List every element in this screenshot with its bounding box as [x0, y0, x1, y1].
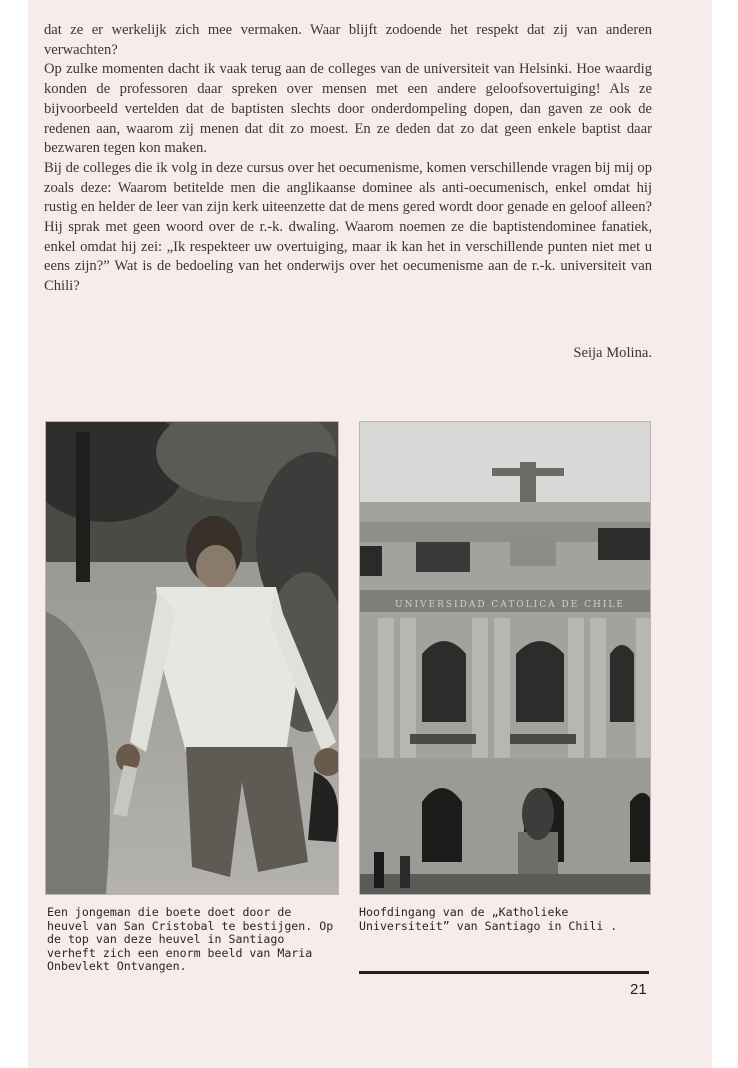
author-signature: Seija Molina.: [573, 345, 652, 361]
caption-rule: [359, 971, 649, 974]
caption-university-entrance: Hoofdingang van de „Katholieke Universiteit” van Santiago in Chili .: [359, 905, 618, 933]
caption-penitent-man: Een jongeman die boete doet door de heuvel van San Cristobal te bestijgen. Op de top van deze heuvel in Santiago verheft zich een enorm beeld van Maria Onbevlekt Ontvangen.: [47, 905, 334, 974]
penitent-man-image: [46, 422, 338, 894]
university-entrance-image: [360, 422, 650, 894]
paragraph-1: dat ze er werkelijk zich mee vermaken. Waar blijft zodoende het respekt dat zij van anderen verwachten?: [44, 22, 652, 58]
photo-university-entrance: [359, 421, 651, 895]
article-body: [44, 21, 652, 297]
page-number: 21: [630, 981, 647, 998]
paragraph-2: Op zulke momenten dacht ik vaak terug aan de colleges van de universiteit van Helsinki. Hoe waardig konden de professoren daar spreken over mensen met een andere geloofsovertuiging! Als ze bijvoorbeeld vertelden dat de baptisten slechts door onderdompeling dopen, dan gaven ze ook de redenen aan, waarom zij menen dat dit zo moest. En ze deden dat zo dat geen enkele baptist daar bezwaren tegen kon maken.: [44, 61, 652, 157]
paragraph-3: Bij de colleges die ik volg in deze cursus over het oecumenisme, komen verschillende vragen bij mij op zoals deze: Waarom betitelde men die anglikaanse dominee als anti-oecumenisch, enkel omdat hij rustig en helder de leer van zijn kerk uiteenzette dat de mens gered wordt door genade en geloof alleen? Hij sprak met geen woord over de r.-k. dwaling. Waarom noemen ze die baptistendominee fanatiek, enkel omdat hij zei: „Ik respekteer uw overtuiging, maar ik kan het in verschillende punten niet met u eens zijn?” Wat is de bedoeling van het onderwijs over het oecumenisme aan de r.-k. universiteit van Chili?: [44, 159, 652, 295]
facade-inscription: UNIVERSIDAD CATOLICA DE CHILE: [395, 600, 625, 610]
photo-penitent-man: [45, 421, 339, 895]
